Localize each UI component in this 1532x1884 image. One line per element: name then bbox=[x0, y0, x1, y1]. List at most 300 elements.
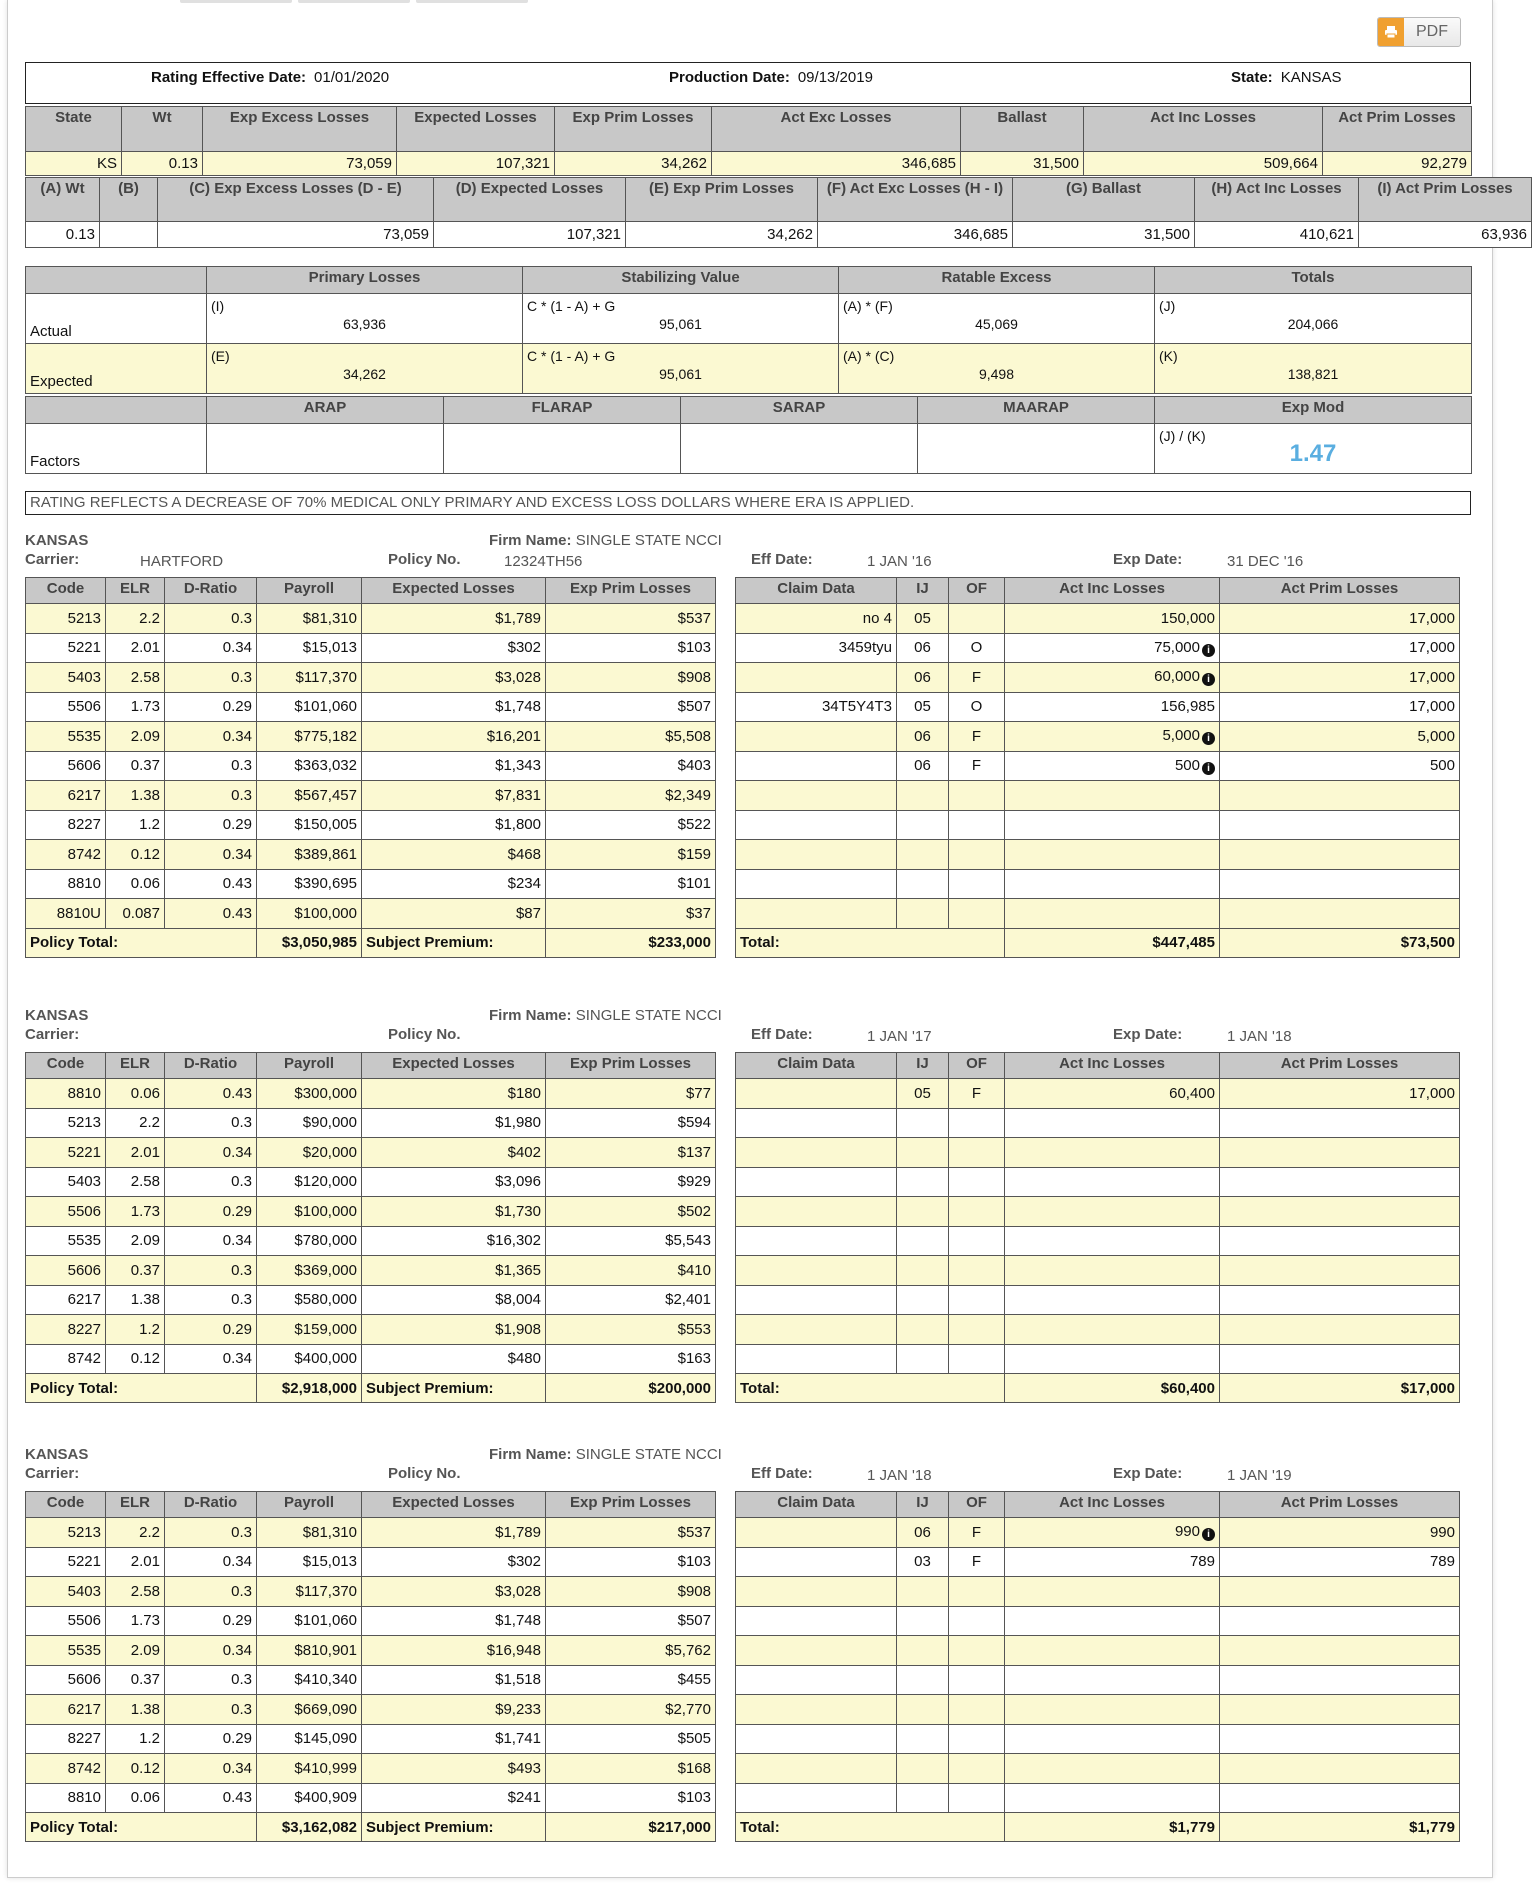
payroll-cell-elr: 2.01 bbox=[106, 633, 165, 663]
claims-total-prim: $1,779 bbox=[1220, 1813, 1460, 1842]
payroll-header-elr: ELR bbox=[106, 1492, 165, 1518]
claim-ij: 06 bbox=[897, 663, 949, 693]
policy-total-label: Policy Total: bbox=[26, 928, 257, 957]
empty-cell bbox=[1220, 810, 1460, 840]
table-row bbox=[26, 1226, 716, 1256]
firm-name: Firm Name: SINGLE STATE NCCI bbox=[489, 1446, 722, 1463]
claims-header-act-inc-losses: Act Inc Losses bbox=[1005, 578, 1220, 604]
payroll-cell-code: 5213 bbox=[26, 1518, 106, 1548]
payroll-cell-payroll: $100,000 bbox=[257, 899, 362, 929]
claim-of: F bbox=[949, 722, 1005, 752]
claim-act-prim: 17,000 bbox=[1220, 633, 1460, 663]
policy-no-label: Policy No. bbox=[388, 1026, 461, 1043]
claim-row bbox=[736, 1754, 1460, 1784]
empty-cell bbox=[736, 1285, 897, 1315]
factors-header: MAARAP bbox=[918, 397, 1155, 424]
info-icon[interactable]: i bbox=[1202, 673, 1215, 686]
empty-cell bbox=[1005, 1108, 1220, 1138]
payroll-header-expected-losses: Expected Losses bbox=[362, 578, 546, 604]
payroll-cell-exp-prim-losses: $455 bbox=[546, 1665, 716, 1695]
payroll-header-elr: ELR bbox=[106, 1053, 165, 1079]
claim-of: F bbox=[949, 1547, 1005, 1577]
claim-row bbox=[736, 1577, 1460, 1607]
claim-row bbox=[736, 1226, 1460, 1256]
empty-cell bbox=[736, 1344, 897, 1374]
empty-cell bbox=[736, 1315, 897, 1345]
claim-data[interactable] bbox=[736, 722, 897, 752]
actual-label: Actual bbox=[26, 294, 207, 344]
empty-cell bbox=[897, 869, 949, 899]
payroll-cell-code: 8742 bbox=[26, 1754, 106, 1784]
empty-cell bbox=[1005, 1636, 1220, 1666]
info-icon[interactable]: i bbox=[1202, 644, 1215, 657]
payroll-cell-exp-prim-losses: $410 bbox=[546, 1256, 716, 1286]
summary1-header: Act Exc Losses bbox=[712, 107, 961, 152]
claim-data[interactable] bbox=[736, 1079, 897, 1109]
subject-premium-label: Subject Premium: bbox=[362, 1374, 546, 1403]
payroll-cell-exp-prim-losses: $505 bbox=[546, 1724, 716, 1754]
empty-cell bbox=[949, 1108, 1005, 1138]
payroll-cell-exp-prim-losses: $2,770 bbox=[546, 1695, 716, 1725]
summary2-header: (B) bbox=[100, 178, 158, 222]
claims-header-act-prim-losses: Act Prim Losses bbox=[1220, 578, 1460, 604]
payroll-cell-payroll: $390,695 bbox=[257, 869, 362, 899]
tab-stub[interactable] bbox=[416, 0, 528, 3]
summary1-cell: 31,500 bbox=[961, 152, 1084, 176]
calc-value: 95,061 bbox=[659, 366, 702, 382]
payroll-cell-exp-prim-losses: $908 bbox=[546, 663, 716, 693]
claim-row bbox=[736, 1256, 1460, 1286]
empty-cell bbox=[1005, 1606, 1220, 1636]
payroll-header-expected-losses: Expected Losses bbox=[362, 1053, 546, 1079]
policy-no-label: Policy No. bbox=[388, 551, 461, 568]
table-row bbox=[26, 1256, 716, 1286]
empty-cell bbox=[897, 899, 949, 929]
formula: (J) bbox=[1159, 298, 1176, 314]
policy-no-label: Policy No. bbox=[388, 1465, 461, 1482]
claim-row bbox=[736, 1138, 1460, 1168]
table-row bbox=[26, 1167, 716, 1197]
payroll-cell-payroll: $81,310 bbox=[257, 604, 362, 634]
subject-premium-value: $200,000 bbox=[546, 1374, 716, 1403]
claim-ij: 06 bbox=[897, 1518, 949, 1548]
payroll-cell-d-ratio: 0.3 bbox=[165, 1518, 257, 1548]
payroll-cell-d-ratio: 0.43 bbox=[165, 899, 257, 929]
empty-cell bbox=[736, 899, 897, 929]
payroll-cell-exp-prim-losses: $2,401 bbox=[546, 1285, 716, 1315]
exp-date-label: Exp Date: bbox=[1113, 1026, 1183, 1043]
payroll-cell-elr: 0.087 bbox=[106, 899, 165, 929]
summary1-cell: 34,262 bbox=[555, 152, 712, 176]
payroll-cell-expected-losses: $468 bbox=[362, 840, 546, 870]
calc-header: Totals bbox=[1155, 267, 1472, 294]
calc-header: Stabilizing Value bbox=[523, 267, 839, 294]
payroll-cell-d-ratio: 0.34 bbox=[165, 1547, 257, 1577]
claim-row bbox=[736, 1518, 1460, 1548]
claims-header-ij: IJ bbox=[897, 578, 949, 604]
payroll-cell-elr: 2.58 bbox=[106, 663, 165, 693]
empty-cell bbox=[736, 1636, 897, 1666]
claim-act-inc bbox=[1005, 604, 1220, 634]
payroll-cell-d-ratio: 0.34 bbox=[165, 1636, 257, 1666]
info-icon[interactable]: i bbox=[1202, 762, 1215, 775]
payroll-cell-elr: 0.12 bbox=[106, 1754, 165, 1784]
table-row bbox=[26, 1138, 716, 1168]
payroll-cell-d-ratio: 0.3 bbox=[165, 1665, 257, 1695]
payroll-cell-expected-losses: $1,980 bbox=[362, 1108, 546, 1138]
claim-ij: 05 bbox=[897, 1079, 949, 1109]
claims-header-act-prim-losses: Act Prim Losses bbox=[1220, 1492, 1460, 1518]
summary2-cell: 346,685 bbox=[818, 222, 1013, 248]
policy-total-value: $3,162,082 bbox=[257, 1813, 362, 1842]
empty-cell bbox=[949, 1724, 1005, 1754]
claims-total-label: Total: bbox=[736, 928, 1005, 957]
payroll-cell-exp-prim-losses: $5,543 bbox=[546, 1226, 716, 1256]
empty-cell bbox=[949, 1783, 1005, 1813]
payroll-cell-d-ratio: 0.3 bbox=[165, 1167, 257, 1197]
claim-row bbox=[736, 722, 1460, 752]
payroll-header-payroll: Payroll bbox=[257, 1053, 362, 1079]
exp-date-label: Exp Date: bbox=[1113, 1465, 1183, 1482]
payroll-cell-code: 5403 bbox=[26, 1167, 106, 1197]
table-row bbox=[26, 1079, 716, 1109]
claim-row bbox=[736, 1315, 1460, 1345]
claim-row bbox=[736, 1167, 1460, 1197]
payroll-cell-code: 5506 bbox=[26, 1197, 106, 1227]
summary1-cell: 346,685 bbox=[712, 152, 961, 176]
summary1-cell: 0.13 bbox=[122, 152, 203, 176]
claim-data[interactable]: 34T5Y4T3 bbox=[736, 692, 897, 722]
payroll-cell-payroll: $775,182 bbox=[257, 722, 362, 752]
payroll-cell-expected-losses: $180 bbox=[362, 1079, 546, 1109]
table-row bbox=[26, 1724, 716, 1754]
claim-act-prim: 789 bbox=[1220, 1547, 1460, 1577]
payroll-cell-expected-losses: $480 bbox=[362, 1344, 546, 1374]
claim-act-inc-value: 156,985 bbox=[1160, 698, 1215, 716]
calc-header bbox=[26, 267, 207, 294]
payroll-cell-elr: 1.38 bbox=[106, 781, 165, 811]
info-icon[interactable]: i bbox=[1202, 1528, 1215, 1541]
summary2-header: (D) Expected Losses bbox=[434, 178, 626, 222]
payroll-cell-elr: 2.58 bbox=[106, 1577, 165, 1607]
empty-cell bbox=[1005, 1226, 1220, 1256]
claim-row bbox=[736, 1636, 1460, 1666]
subject-premium-label: Subject Premium: bbox=[362, 1813, 546, 1842]
payroll-cell-exp-prim-losses: $594 bbox=[546, 1108, 716, 1138]
empty-cell bbox=[897, 1754, 949, 1784]
table-row bbox=[26, 1783, 716, 1813]
empty-cell bbox=[897, 1138, 949, 1168]
payroll-cell-expected-losses: $241 bbox=[362, 1783, 546, 1813]
empty-cell bbox=[1220, 1197, 1460, 1227]
print-icon bbox=[1378, 18, 1404, 46]
empty-cell bbox=[1220, 1783, 1460, 1813]
policy-no-value: 12324TH56 bbox=[504, 553, 583, 570]
payroll-cell-exp-prim-losses: $537 bbox=[546, 604, 716, 634]
payroll-cell-d-ratio: 0.3 bbox=[165, 604, 257, 634]
table-row bbox=[26, 1547, 716, 1577]
claim-row bbox=[736, 663, 1460, 693]
summary2-header: (E) Exp Prim Losses bbox=[626, 178, 818, 222]
payroll-cell-code: 6217 bbox=[26, 1695, 106, 1725]
claim-act-inc bbox=[1005, 1547, 1220, 1577]
claim-act-inc-value: 789 bbox=[1189, 1553, 1215, 1571]
claims-total-inc: $60,400 bbox=[1005, 1374, 1220, 1403]
claim-row bbox=[736, 1665, 1460, 1695]
formula: (I) bbox=[211, 298, 225, 314]
summary2-cell: 63,936 bbox=[1359, 222, 1532, 248]
exp-mod-cell bbox=[1155, 424, 1472, 474]
payroll-cell-elr: 2.2 bbox=[106, 604, 165, 634]
claim-data[interactable]: 3459tyu bbox=[736, 633, 897, 663]
claim-data[interactable] bbox=[736, 751, 897, 781]
payroll-cell-elr: 1.73 bbox=[106, 1197, 165, 1227]
empty-cell bbox=[736, 1577, 897, 1607]
payroll-cell-payroll: $81,310 bbox=[257, 1518, 362, 1548]
claims-header-claim-data: Claim Data bbox=[736, 1492, 897, 1518]
carrier-label: Carrier: bbox=[25, 551, 80, 568]
payroll-cell-expected-losses: $7,831 bbox=[362, 781, 546, 811]
summary2-cell: 0.13 bbox=[26, 222, 100, 248]
claim-act-inc bbox=[1005, 722, 1220, 752]
exp-date-value: 1 JAN '18 bbox=[1227, 1028, 1292, 1045]
payroll-cell-elr: 1.38 bbox=[106, 1285, 165, 1315]
tab-stub[interactable] bbox=[298, 0, 410, 3]
payroll-cell-payroll: $567,457 bbox=[257, 781, 362, 811]
payroll-header-payroll: Payroll bbox=[257, 578, 362, 604]
eff-date-label: Eff Date: bbox=[751, 551, 813, 568]
claims-header-of: OF bbox=[949, 578, 1005, 604]
claim-act-prim: 17,000 bbox=[1220, 663, 1460, 693]
payroll-cell-expected-losses: $1,730 bbox=[362, 1197, 546, 1227]
summary1-cell: KS bbox=[26, 152, 122, 176]
claim-act-prim: 5,000 bbox=[1220, 722, 1460, 752]
summary2-cell bbox=[100, 222, 158, 248]
payroll-cell-d-ratio: 0.3 bbox=[165, 751, 257, 781]
payroll-header-payroll: Payroll bbox=[257, 1492, 362, 1518]
payroll-cell-payroll: $117,370 bbox=[257, 663, 362, 693]
rating-header bbox=[25, 62, 1471, 104]
calc-value: 138,821 bbox=[1287, 366, 1339, 382]
empty-cell bbox=[1220, 1138, 1460, 1168]
summary2-cell: 107,321 bbox=[434, 222, 626, 248]
empty-cell bbox=[736, 1754, 897, 1784]
payroll-cell-payroll: $100,000 bbox=[257, 1197, 362, 1227]
payroll-cell-payroll: $780,000 bbox=[257, 1226, 362, 1256]
eff-date-value: 1 JAN '17 bbox=[867, 1028, 932, 1045]
payroll-cell-d-ratio: 0.3 bbox=[165, 663, 257, 693]
claim-data[interactable] bbox=[736, 1518, 897, 1548]
calc-value: 63,936 bbox=[343, 316, 386, 332]
payroll-cell-exp-prim-losses: $537 bbox=[546, 1518, 716, 1548]
empty-cell bbox=[736, 1138, 897, 1168]
claim-ij: 05 bbox=[897, 604, 949, 634]
exp-date-label: Exp Date: bbox=[1113, 551, 1183, 568]
payroll-cell-code: 5535 bbox=[26, 1226, 106, 1256]
payroll-cell-code: 8227 bbox=[26, 1315, 106, 1345]
payroll-cell-expected-losses: $16,302 bbox=[362, 1226, 546, 1256]
empty-cell bbox=[736, 869, 897, 899]
payroll-cell-d-ratio: 0.34 bbox=[165, 722, 257, 752]
payroll-cell-exp-prim-losses: $553 bbox=[546, 1315, 716, 1345]
payroll-cell-code: 5221 bbox=[26, 1138, 106, 1168]
claim-act-inc bbox=[1005, 751, 1220, 781]
expected-calc-cell bbox=[523, 344, 839, 394]
payroll-cell-d-ratio: 0.34 bbox=[165, 1226, 257, 1256]
payroll-cell-expected-losses: $302 bbox=[362, 633, 546, 663]
claim-ij: 06 bbox=[897, 633, 949, 663]
empty-cell bbox=[1220, 1226, 1460, 1256]
firm-name: Firm Name: SINGLE STATE NCCI bbox=[489, 532, 722, 549]
empty-cell bbox=[1220, 1167, 1460, 1197]
summary-table-2 bbox=[25, 177, 1532, 248]
empty-cell bbox=[1220, 781, 1460, 811]
exp-date-value: 1 JAN '19 bbox=[1227, 1467, 1292, 1484]
block-state: KANSAS bbox=[25, 1446, 89, 1463]
payroll-cell-code: 5606 bbox=[26, 1665, 106, 1695]
table-row bbox=[26, 1577, 716, 1607]
payroll-cell-elr: 1.2 bbox=[106, 810, 165, 840]
payroll-cell-code: 8810 bbox=[26, 869, 106, 899]
empty-cell bbox=[949, 1577, 1005, 1607]
claim-row bbox=[736, 1079, 1460, 1109]
claim-row bbox=[736, 1783, 1460, 1813]
claim-of: F bbox=[949, 751, 1005, 781]
empty-cell bbox=[897, 1665, 949, 1695]
payroll-cell-elr: 0.06 bbox=[106, 869, 165, 899]
empty-cell bbox=[949, 840, 1005, 870]
table-row bbox=[26, 692, 716, 722]
claims-total-inc: $447,485 bbox=[1005, 928, 1220, 957]
empty-cell bbox=[1220, 1695, 1460, 1725]
empty-cell bbox=[949, 1636, 1005, 1666]
summary1-header: State bbox=[26, 107, 122, 152]
summary2-cell: 34,262 bbox=[626, 222, 818, 248]
formula: (A) * (F) bbox=[843, 298, 893, 314]
empty-cell bbox=[1005, 1256, 1220, 1286]
table-row bbox=[26, 1636, 716, 1666]
eff-date-value: 1 JAN '18 bbox=[867, 1467, 932, 1484]
payroll-cell-payroll: $369,000 bbox=[257, 1256, 362, 1286]
claim-of: O bbox=[949, 692, 1005, 722]
claim-row bbox=[736, 1547, 1460, 1577]
empty-cell bbox=[736, 1665, 897, 1695]
empty-cell bbox=[1220, 1285, 1460, 1315]
empty-cell bbox=[736, 1724, 897, 1754]
empty-cell bbox=[949, 1167, 1005, 1197]
empty-cell bbox=[1005, 840, 1220, 870]
payroll-cell-elr: 1.73 bbox=[106, 692, 165, 722]
claim-data[interactable] bbox=[736, 1547, 897, 1577]
claim-act-inc-value: 150,000 bbox=[1160, 609, 1215, 627]
empty-cell bbox=[949, 1344, 1005, 1374]
summary2-header: (F) Act Exc Losses (H - I) bbox=[818, 178, 1013, 222]
payroll-cell-code: 8227 bbox=[26, 810, 106, 840]
empty-cell bbox=[897, 1197, 949, 1227]
empty-cell bbox=[1005, 1315, 1220, 1345]
empty-cell bbox=[949, 1754, 1005, 1784]
empty-cell bbox=[949, 1197, 1005, 1227]
payroll-cell-d-ratio: 0.43 bbox=[165, 869, 257, 899]
payroll-cell-code: 8742 bbox=[26, 1344, 106, 1374]
payroll-cell-payroll: $400,909 bbox=[257, 1783, 362, 1813]
claims-total-label: Total: bbox=[736, 1813, 1005, 1842]
state: State: KANSAS bbox=[1231, 69, 1342, 86]
empty-cell bbox=[1005, 1138, 1220, 1168]
factors-header bbox=[26, 397, 207, 424]
claim-act-inc bbox=[1005, 1518, 1220, 1548]
info-icon[interactable]: i bbox=[1202, 732, 1215, 745]
payroll-cell-payroll: $90,000 bbox=[257, 1108, 362, 1138]
payroll-cell-d-ratio: 0.3 bbox=[165, 1577, 257, 1607]
empty-cell bbox=[949, 1226, 1005, 1256]
calc-value: 34,262 bbox=[343, 366, 386, 382]
payroll-cell-elr: 0.12 bbox=[106, 1344, 165, 1374]
empty-cell bbox=[1005, 1754, 1220, 1784]
payroll-cell-d-ratio: 0.29 bbox=[165, 1724, 257, 1754]
payroll-cell-exp-prim-losses: $908 bbox=[546, 1577, 716, 1607]
payroll-cell-elr: 2.01 bbox=[106, 1138, 165, 1168]
table-row bbox=[26, 1518, 716, 1548]
claim-data[interactable] bbox=[736, 663, 897, 693]
payroll-cell-expected-losses: $234 bbox=[362, 869, 546, 899]
claim-row bbox=[736, 1344, 1460, 1374]
tab-stub[interactable] bbox=[180, 0, 292, 3]
table-row bbox=[26, 663, 716, 693]
summary1-header: Wt bbox=[122, 107, 203, 152]
payroll-cell-exp-prim-losses: $507 bbox=[546, 1606, 716, 1636]
empty-cell bbox=[736, 781, 897, 811]
calculation-table bbox=[25, 266, 1472, 394]
table-row bbox=[26, 840, 716, 870]
policy-total-label: Policy Total: bbox=[26, 1374, 257, 1403]
claims-total-prim: $17,000 bbox=[1220, 1374, 1460, 1403]
payroll-header-exp-prim-losses: Exp Prim Losses bbox=[546, 578, 716, 604]
payroll-cell-d-ratio: 0.34 bbox=[165, 1138, 257, 1168]
payroll-cell-payroll: $120,000 bbox=[257, 1167, 362, 1197]
payroll-cell-expected-losses: $3,096 bbox=[362, 1167, 546, 1197]
empty-cell bbox=[736, 810, 897, 840]
payroll-cell-elr: 0.37 bbox=[106, 1665, 165, 1695]
factors-table bbox=[25, 396, 1472, 474]
empty-cell bbox=[897, 1167, 949, 1197]
carrier-label: Carrier: bbox=[25, 1026, 80, 1043]
payroll-cell-d-ratio: 0.43 bbox=[165, 1079, 257, 1109]
claim-data[interactable]: no 4 bbox=[736, 604, 897, 634]
sarap-value bbox=[681, 424, 918, 474]
actual-calc-cell bbox=[1155, 294, 1472, 344]
claims-total-inc: $1,779 bbox=[1005, 1813, 1220, 1842]
claims-header-ij: IJ bbox=[897, 1492, 949, 1518]
summary2-header: (G) Ballast bbox=[1013, 178, 1195, 222]
empty-cell bbox=[1005, 899, 1220, 929]
payroll-cell-d-ratio: 0.3 bbox=[165, 1256, 257, 1286]
payroll-cell-exp-prim-losses: $168 bbox=[546, 1754, 716, 1784]
payroll-table bbox=[25, 1491, 716, 1842]
claims-table bbox=[735, 1052, 1460, 1403]
payroll-cell-code: 5221 bbox=[26, 633, 106, 663]
pdf-button[interactable] bbox=[1377, 17, 1461, 47]
payroll-cell-expected-losses: $16,948 bbox=[362, 1636, 546, 1666]
payroll-cell-expected-losses: $16,201 bbox=[362, 722, 546, 752]
empty-cell bbox=[736, 1167, 897, 1197]
payroll-cell-d-ratio: 0.29 bbox=[165, 692, 257, 722]
empty-cell bbox=[897, 1256, 949, 1286]
empty-cell bbox=[897, 1226, 949, 1256]
factors-header: ARAP bbox=[207, 397, 444, 424]
claim-act-prim: 17,000 bbox=[1220, 692, 1460, 722]
summary2-cell: 410,621 bbox=[1195, 222, 1359, 248]
